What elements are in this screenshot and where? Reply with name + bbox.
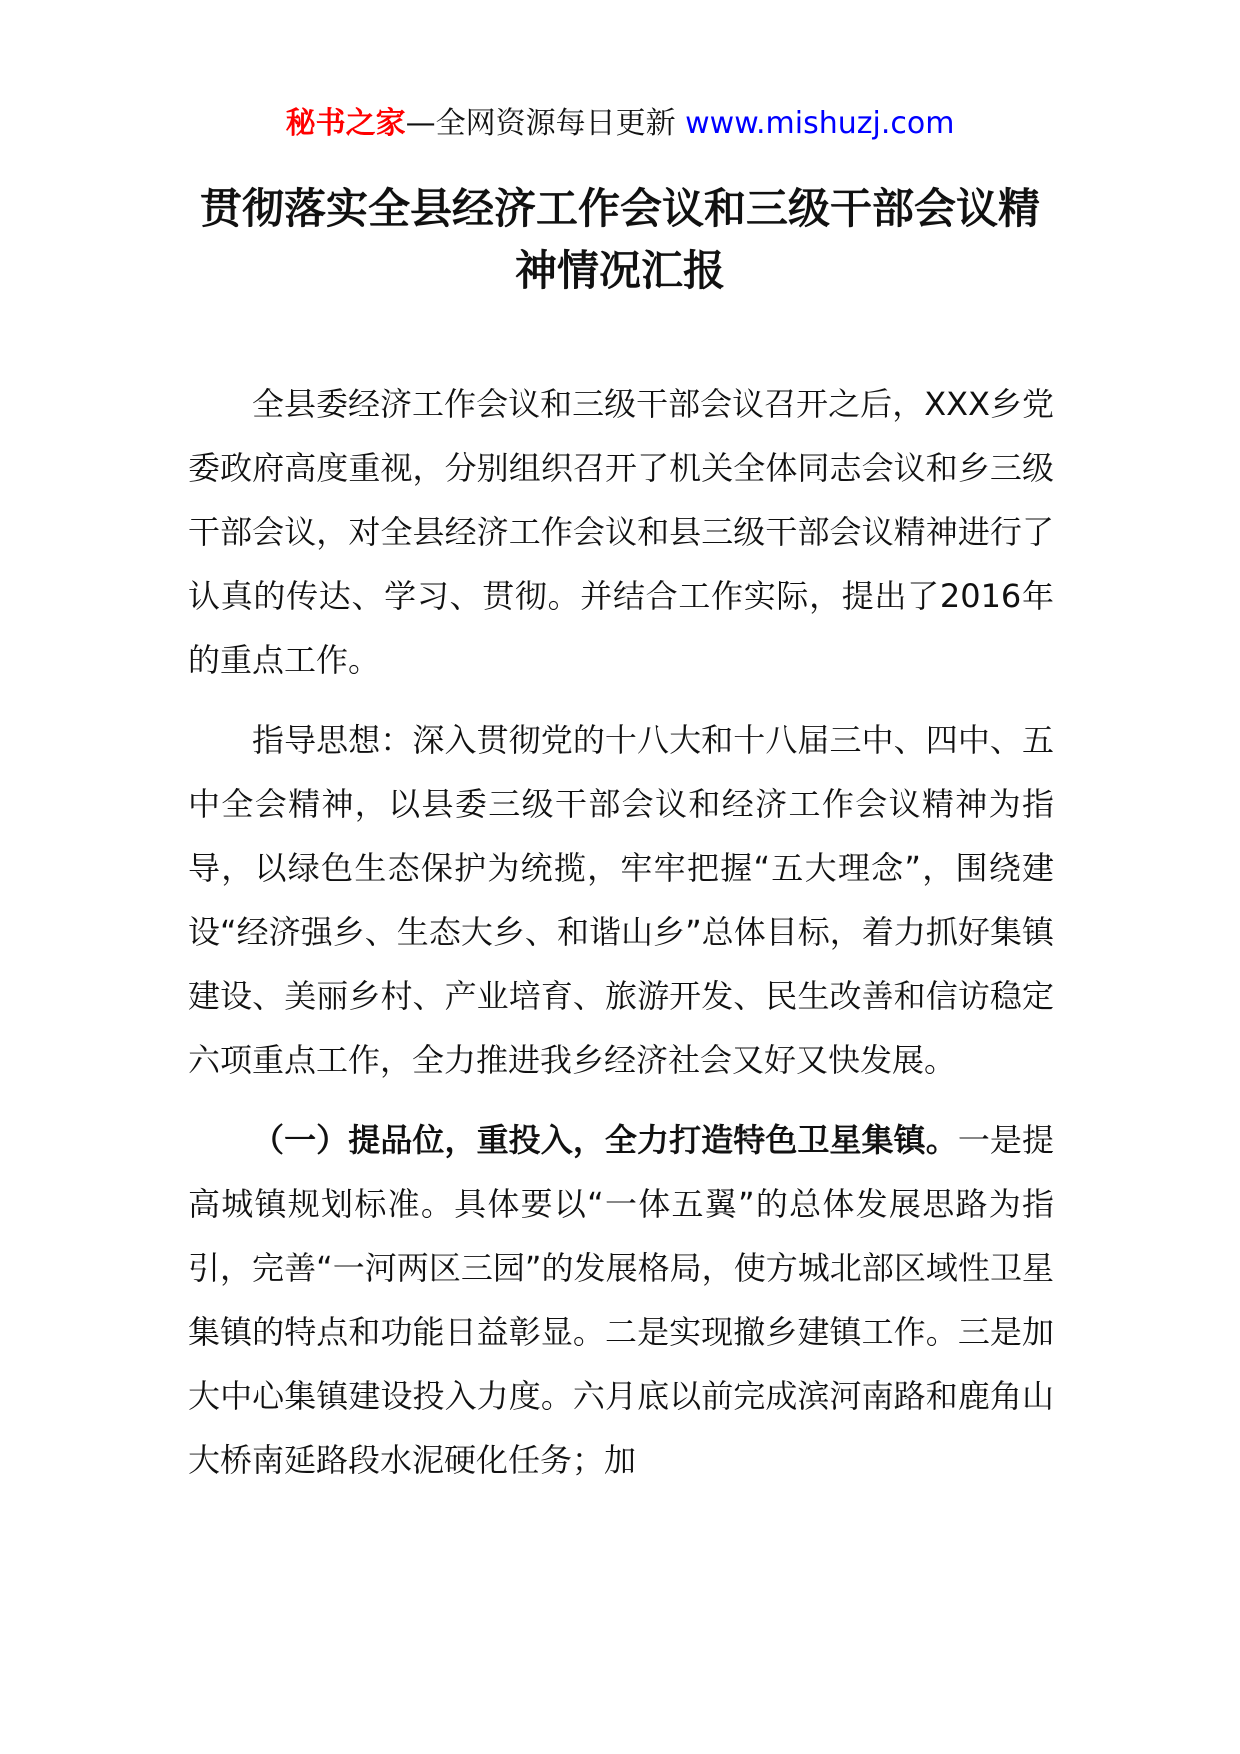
document-title: 贯彻落实全县经济工作会议和三级干部会议精神情况汇报 xyxy=(199,184,1040,295)
intro-paragraph: 全县委经济工作会议和三级干部会议召开之后，XXX乡党委政府高度重视，分别组织召开了机关全体同志会议和乡三级干部会议，对全县经济工作会议和县三级干部会议精神进行了认真的传达、学习、贯彻。并结合工作实际，提出了2016年的重点工作。 xyxy=(188,385,1054,679)
section-1-heading: （一）提品位，重投入，全力打造特色卫星集镇。 xyxy=(252,1121,958,1159)
site-url-link[interactable]: www.mishuzj.com xyxy=(685,106,955,141)
document-body xyxy=(188,372,1054,1508)
section-1-paragraph xyxy=(188,1108,1054,1492)
section-1-text: 一是提高城镇规划标准。具体要以“一体五翼”的总体发展思路为指引，完善“一河两区三园”的发展格局，使方城北部区域性卫星集镇的特点和功能日益彰显。二是实现撤乡建镇工作。三是加大中心集镇建设投入力度。六月底以前完成滨河南路和鹿角山大桥南延路段水泥硬化任务；加 xyxy=(188,1121,1054,1479)
site-header xyxy=(0,100,1240,148)
site-slogan: —全网资源每日更新 xyxy=(405,106,676,141)
site-brand: 秘书之家 xyxy=(285,106,406,141)
guiding-thought-paragraph: 指导思想：深入贯彻党的十八大和十八届三中、四中、五中全会精神，以县委三级干部会议和经济工作会议精神为指导，以绿色生态保护为统揽，牢牢把握“五大理念”，围绕建设“经济强乡、生态大乡、和谐山乡”总体目标，着力抓好集镇建设、美丽乡村、产业培育、旅游开发、民生改善和信访稳定六项重点工作，全力推进我乡经济社会又好又快发展。 xyxy=(188,721,1054,1079)
